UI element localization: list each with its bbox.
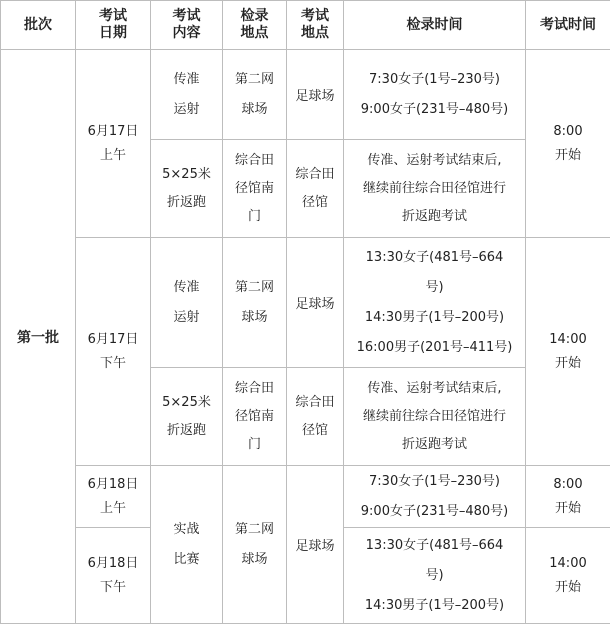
checkin-place-line: 第二网	[226, 515, 283, 545]
exam-time-line1: 14:00	[529, 328, 607, 352]
exam-date-cell	[76, 528, 151, 624]
exam-date-line2: 下午	[79, 576, 147, 600]
exam-place-cell	[287, 140, 344, 238]
exam-content-cell	[151, 466, 223, 624]
exam-content-line: 比赛	[154, 545, 219, 575]
checkin-time-line: 折返跑考试	[347, 431, 522, 459]
checkin-time-line: 14:30男子(1号–200号)	[347, 303, 522, 333]
exam-date-line1: 6月17日	[79, 328, 147, 352]
checkin-place-line: 球场	[226, 545, 283, 575]
header-exam-content	[151, 1, 223, 50]
checkin-time-line: 传准、运射考试结束后,	[347, 375, 522, 403]
checkin-place-line: 门	[226, 431, 283, 459]
checkin-place-line: 径馆南	[226, 403, 283, 431]
exam-place-cell	[287, 466, 344, 624]
checkin-place-line: 门	[226, 203, 283, 231]
header-checkin-place	[223, 1, 287, 50]
exam-content-cell	[151, 50, 223, 140]
exam-place-line: 径馆	[290, 189, 340, 217]
exam-time-line2: 开始	[529, 497, 607, 521]
exam-date-line1: 6月18日	[79, 473, 147, 497]
exam-place-line: 足球场	[290, 535, 340, 554]
checkin-time-line: 9:00女子(231号–480号)	[347, 95, 522, 125]
exam-time-line1: 14:00	[529, 552, 607, 576]
checkin-place-line: 综合田	[226, 375, 283, 403]
exam-content-line: 运射	[154, 95, 219, 125]
table-row	[1, 466, 610, 528]
checkin-place-cell	[223, 50, 287, 140]
header-exam-content-line1: 考试	[154, 8, 219, 25]
header-checkin-time: 检录时间	[344, 1, 526, 50]
exam-content-line: 5×25米	[154, 161, 219, 189]
header-exam-date-line2: 日期	[79, 25, 147, 42]
checkin-time-line: 9:00女子(231号–480号)	[347, 497, 522, 527]
checkin-place-line: 第二网	[226, 273, 283, 303]
exam-date-cell	[76, 466, 151, 528]
exam-place-cell	[287, 368, 344, 466]
header-exam-place-line2: 地点	[290, 25, 340, 42]
checkin-place-line: 径馆南	[226, 175, 283, 203]
checkin-time-line: 16:00男子(201号–411号)	[347, 333, 522, 363]
checkin-place-cell	[223, 238, 287, 368]
header-batch: 批次	[1, 1, 76, 50]
checkin-time-cell	[344, 50, 526, 140]
exam-time-cell	[526, 50, 610, 238]
exam-place-line: 径馆	[290, 417, 340, 445]
checkin-time-line: 13:30女子(481号–664	[347, 531, 522, 561]
checkin-place-cell	[223, 466, 287, 624]
checkin-time-line: 14:30男子(1号–200号)	[347, 591, 522, 621]
header-checkin-place-line1: 检录	[226, 8, 283, 25]
exam-time-line2: 开始	[529, 352, 607, 376]
checkin-time-cell	[344, 238, 526, 368]
exam-content-line: 传准	[154, 65, 219, 95]
checkin-place-cell	[223, 368, 287, 466]
exam-time-line1: 8:00	[529, 473, 607, 497]
exam-place-line: 足球场	[290, 293, 340, 312]
exam-date-cell	[76, 50, 151, 238]
checkin-time-line: 继续前往综合田径馆进行	[347, 175, 522, 203]
exam-content-line: 运射	[154, 303, 219, 333]
table-row	[1, 50, 610, 140]
exam-date-line1: 6月17日	[79, 120, 147, 144]
header-exam-place	[287, 1, 344, 50]
checkin-place-cell	[223, 140, 287, 238]
header-exam-time: 考试时间	[526, 1, 610, 50]
checkin-time-line: 13:30女子(481号–664	[347, 243, 522, 273]
checkin-time-line: 折返跑考试	[347, 203, 522, 231]
header-exam-content-line2: 内容	[154, 25, 219, 42]
checkin-time-line: 号)	[347, 273, 522, 303]
exam-date-line2: 上午	[79, 497, 147, 521]
exam-date-line2: 上午	[79, 144, 147, 168]
checkin-time-line: 号)	[347, 561, 522, 591]
checkin-time-line: 传准、运射考试结束后,	[347, 147, 522, 175]
exam-content-line: 传准	[154, 273, 219, 303]
exam-place-cell	[287, 238, 344, 368]
table-row	[1, 238, 610, 368]
checkin-place-line: 球场	[226, 95, 283, 125]
exam-content-line: 折返跑	[154, 417, 219, 445]
exam-time-line1: 8:00	[529, 120, 607, 144]
checkin-place-line: 球场	[226, 303, 283, 333]
exam-time-cell	[526, 466, 610, 528]
checkin-time-cell	[344, 466, 526, 528]
exam-time-line2: 开始	[529, 576, 607, 600]
batch-cell: 第一批	[1, 50, 76, 624]
exam-time-line2: 开始	[529, 144, 607, 168]
checkin-place-line: 综合田	[226, 147, 283, 175]
checkin-place-line: 第二网	[226, 65, 283, 95]
exam-date-line1: 6月18日	[79, 552, 147, 576]
header-exam-place-line1: 考试	[290, 8, 340, 25]
checkin-time-line: 7:30女子(1号–230号)	[347, 467, 522, 497]
exam-date-cell	[76, 238, 151, 466]
checkin-time-line: 继续前往综合田径馆进行	[347, 403, 522, 431]
exam-place-line: 综合田	[290, 161, 340, 189]
exam-time-cell	[526, 528, 610, 624]
exam-place-line: 综合田	[290, 389, 340, 417]
exam-time-cell	[526, 238, 610, 466]
checkin-time-cell	[344, 528, 526, 624]
header-checkin-place-line2: 地点	[226, 25, 283, 42]
checkin-time-cell	[344, 368, 526, 466]
checkin-time-line: 7:30女子(1号–230号)	[347, 65, 522, 95]
exam-content-line: 实战	[154, 515, 219, 545]
exam-content-cell	[151, 238, 223, 368]
header-row	[1, 1, 610, 50]
exam-content-cell	[151, 140, 223, 238]
header-exam-date	[76, 1, 151, 50]
exam-date-line2: 下午	[79, 352, 147, 376]
header-exam-date-line1: 考试	[79, 8, 147, 25]
exam-content-line: 5×25米	[154, 389, 219, 417]
checkin-time-cell	[344, 140, 526, 238]
exam-content-cell	[151, 368, 223, 466]
exam-place-line: 足球场	[290, 85, 340, 104]
exam-place-cell	[287, 50, 344, 140]
exam-content-line: 折返跑	[154, 189, 219, 217]
